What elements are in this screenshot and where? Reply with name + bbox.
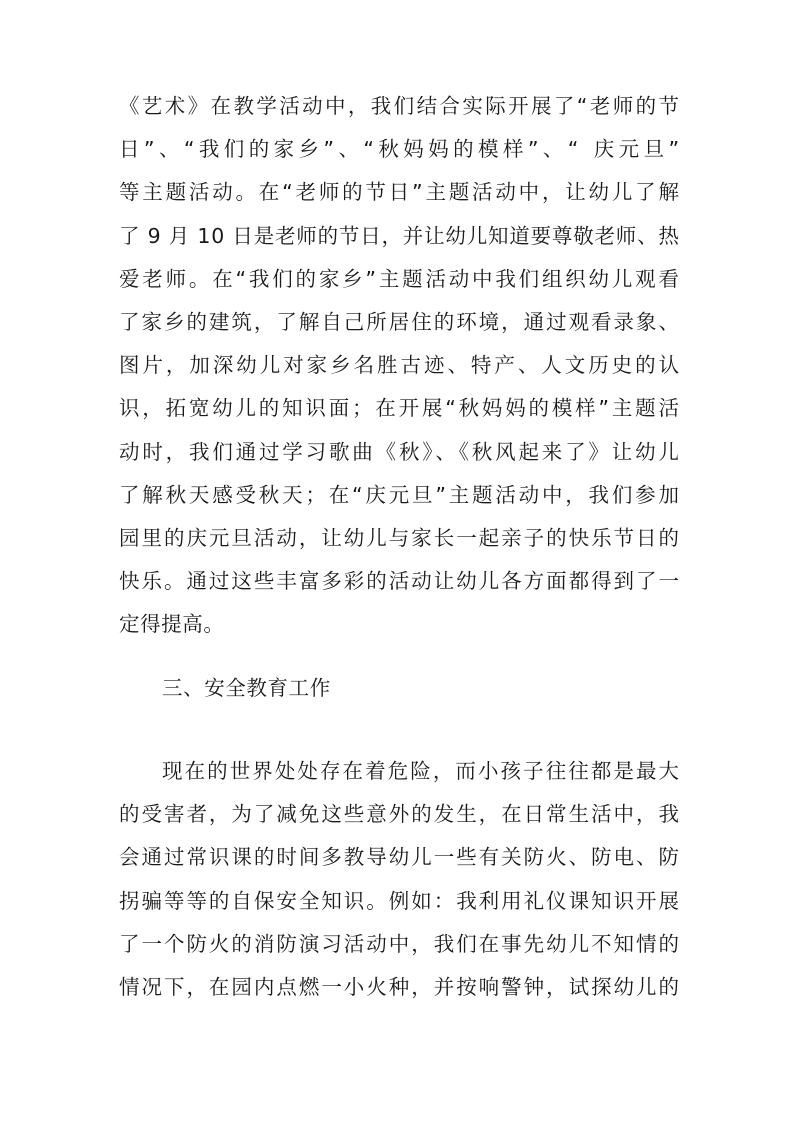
paragraph-line: 日”、“我们的家乡”、“秋妈妈的模样”、“ 庆元旦” bbox=[119, 137, 684, 162]
paragraph-line: 爱老师。在“我们的家乡”主题活动中我们组织幼儿观看 bbox=[119, 266, 682, 291]
section-heading: 三、安全教育工作 bbox=[162, 676, 331, 700]
paragraph-line: 定得提高。 bbox=[119, 612, 225, 637]
paragraph-line: 识，拓宽幼儿的知识面；在开展“秋妈妈的模样”主题活 bbox=[119, 396, 682, 421]
paragraph-line: 了一个防火的消防演习活动中，我们在事先幼儿不知情的 bbox=[119, 931, 681, 956]
paragraph-line: 动时，我们通过学习歌曲《秋》、《秋风起来了》让幼儿 bbox=[119, 439, 682, 464]
paragraph-line: 现在的世界处处存在着危险，而小孩子往往都是最大 bbox=[162, 759, 682, 783]
paragraph-line: 《艺术》在教学活动中，我们结合实际开展了“老师的节 bbox=[119, 94, 682, 118]
paragraph-line: 园里的庆元旦活动，让幼儿与家长一起亲子的快乐节日的 bbox=[119, 526, 681, 550]
paragraph-line: 快乐。通过这些丰富多彩的活动让幼儿各方面都得到了一 bbox=[119, 569, 681, 594]
paragraph-line: 情况下，在园内点燃一小火种，并按响警钟，试探幼儿的 bbox=[119, 975, 681, 999]
paragraph-line: 会通过常识课的时间多教导幼儿一些有关防火、防电、防 bbox=[119, 845, 681, 870]
paragraph-line: 拐骗等等的自保安全知识。例如：我利用礼仪课知识开展 bbox=[119, 888, 681, 913]
paragraph-line: 图片，加深幼儿对家乡名胜古迹、特产、人文历史的认 bbox=[119, 353, 683, 378]
paragraph-line: 了家乡的建筑，了解自己所居住的环境，通过观看录象、 bbox=[119, 310, 681, 334]
paragraph-line: 等主题活动。在“老师的节日”主题活动中，让幼儿了解 bbox=[119, 180, 682, 205]
paragraph-line: 了 9 月 10 日是老师的节日，并让幼儿知道要尊敬老师、热 bbox=[119, 223, 680, 248]
paragraph-line: 了解秋天感受秋天；在“庆元旦”主题活动中，我们参加 bbox=[119, 482, 682, 507]
paragraph-line: 的受害者，为了减免这些意外的发生，在日常生活中，我 bbox=[119, 802, 681, 827]
